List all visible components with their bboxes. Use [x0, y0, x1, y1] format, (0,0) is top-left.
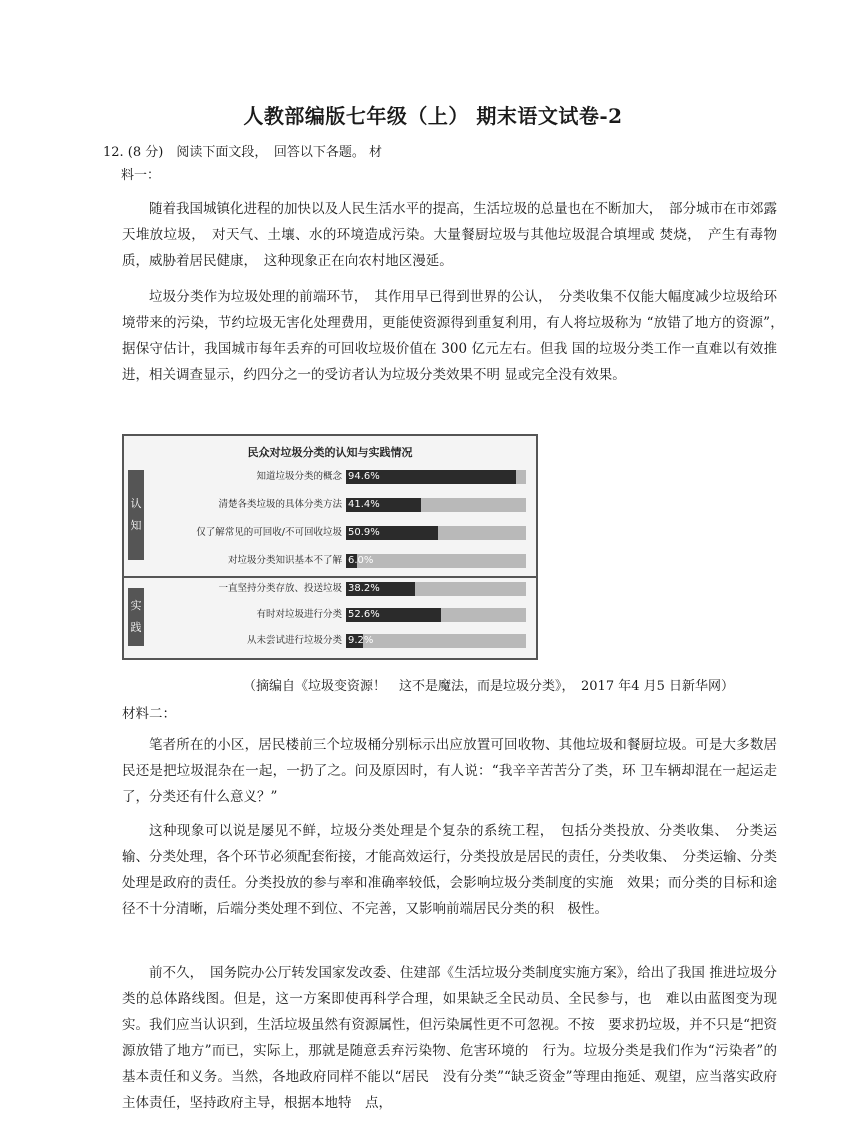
chart-divider [124, 576, 536, 578]
chart-data-label: 41.4% [348, 499, 380, 510]
chart-data-label: 50.9% [348, 527, 380, 538]
material2-paragraph-2: 这种现象可以说是屡见不鲜，垃圾分类处理是个复杂的系统工程， 包括分类投放、分类收集、 分类运输、分类处理，各个环节必须配套衔接，才能高效运行，分类投放是居民的责任，分类收集、 分类运输、分类处理是政府的责任。分类投放的参与率和准确率较低，会影响垃圾分类制度的实施 效果；而分类的目标和途径不十分清晰，后端分类处理不到位、不完善，又影响前端居民分类的积 极性。 [122, 823, 777, 917]
chart-data-label: 94.6% [348, 471, 380, 482]
chart-category-label: 有时对垃圾进行分类 [256, 609, 342, 620]
chart-bar-track [346, 634, 526, 648]
chart-row [148, 554, 528, 568]
chart-group-label: 认 知 [128, 470, 144, 560]
chart-bar-track [346, 498, 526, 512]
question-line: 12. (8 分) 阅读下面文段， 回答以下各题。 材 [103, 145, 382, 160]
chart-row [148, 470, 528, 484]
chart-category-label: 一直坚持分类存放、投送垃圾 [218, 583, 342, 594]
question-line-2: 料一： [121, 168, 161, 183]
chart-caption: （摘编自《垃圾变资源！ 这不是魔法，而是垃圾分类》， 2017 年4 月5 日新华网） [243, 679, 735, 694]
chart-bar-track [346, 526, 526, 540]
chart-category-label: 从未尝试进行垃圾分类 [246, 635, 342, 646]
chart-title: 民众对垃圾分类的认知与实践情况 [247, 446, 413, 459]
chart-bar-track [346, 554, 526, 568]
chart-category-label: 仅了解常见的可回收/不可回收垃圾 [196, 527, 342, 538]
material2-paragraph-1: 笔者所在的小区，居民楼前三个垃圾桶分别标示出应放置可回收物、其他垃圾和餐厨垃圾。可是大多数居民还是把垃圾混杂在一起，一扔了之。问及原因时，有人说：“我辛辛苦苦分了类，环 卫车辆却混在一起运走了，分类还有什么意义？” [122, 737, 777, 805]
chart-row [148, 526, 528, 540]
chart-bar-track [346, 608, 526, 622]
chart-row [148, 634, 528, 648]
material1-paragraph-2: 垃圾分类作为垃圾处理的前端环节， 其作用早已得到世界的公认， 分类收集不仅能大幅度减少垃圾给环境带来的污染，节约垃圾无害化处理费用，更能使资源得到重复利用，有人将垃圾称为 “放错了地方的资源”， 据保守估计，我国城市每年丢弃的可回收垃圾价值在 300 亿元左右。但我 国的垃圾分类工作一直难以有效推进，相关调查显示，约四分之一的受访者认为垃圾分类效果不明 显或完全没有效果。 [122, 289, 791, 383]
chart-category-label: 清楚各类垃圾的具体分类方法 [218, 499, 342, 510]
chart-row [148, 498, 528, 512]
chart-data-label: 52.6% [348, 609, 380, 620]
chart-bar-track [346, 470, 526, 484]
chart-data-label: 9.2% [348, 635, 374, 646]
material2-label: 材料二： [122, 706, 176, 722]
chart-row [148, 608, 528, 622]
chart-row [148, 582, 528, 596]
chart-category-label: 知道垃圾分类的概念 [256, 471, 342, 482]
material2-paragraph-3: 前不久， 国务院办公厅转发国家发改委、住建部《生活垃圾分类制度实施方案》，给出了我国 推进垃圾分类的总体路线图。但是，这一方案即使再科学合理，如果缺乏全民动员、全民参与，也 难以由蓝图变为现实。我们应当认识到，生活垃圾虽然有资源属性，但污染属性更不可忽视。不按 要求扔垃圾，并不只是“把资源放错了地方”而已，实际上，那就是随意丢弃污染物、危害环境的 行为。垃圾分类是我们作为“污染者”的基本责任和义务。当然，各地政府同样不能以“居民 没有分类”“缺乏资金”等理由拖延、观望，应当落实政府主体责任，坚持政府主导，根据本地特 点， [122, 965, 777, 1111]
chart-group-label: 实 践 [128, 588, 144, 646]
material1-paragraph-1: 随着我国城镇化进程的加快以及人民生活水平的提高，生活垃圾的总量也在不断加大， 部分城市在市郊露天堆放垃圾， 对天气、土壤、水的环境造成污染。大量餐厨垃圾与其他垃圾混合填埋或 焚烧， 产生有毒物质，威胁着居民健康， 这种现象正在向农村地区漫延。 [122, 201, 777, 269]
chart-data-label: 38.2% [348, 583, 380, 594]
chart-bar-track [346, 582, 526, 596]
page-title: 人教部编版七年级（上） 期末语文试卷-2 [243, 104, 623, 128]
chart-category-label: 对垃圾分类知识基本不了解 [227, 555, 342, 566]
chart-data-label: 6.0% [348, 555, 374, 566]
bar-chart [122, 434, 538, 660]
